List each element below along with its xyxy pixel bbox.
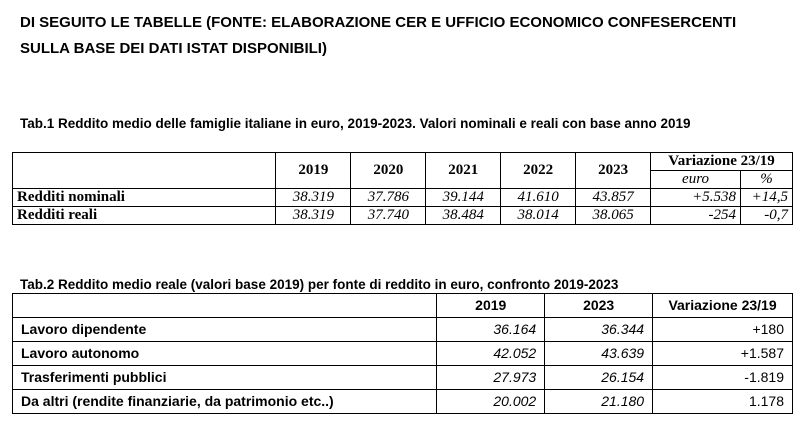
- cell-2023: 43.639: [545, 342, 653, 366]
- cell-variation-pct: -0,7: [740, 207, 792, 225]
- cell-variation-pct: +14,5: [740, 189, 792, 207]
- table-row: [13, 342, 793, 366]
- cell-2019: 36.164: [437, 318, 545, 342]
- cell-variation: +180: [653, 318, 793, 342]
- cell-value: 38.484: [426, 207, 501, 225]
- cell-variation-euro: -254: [651, 207, 741, 225]
- table1: [12, 152, 793, 225]
- cell-value: 38.065: [576, 207, 651, 225]
- table1-year-header: 2019: [276, 153, 351, 189]
- cell-2019: 42.052: [437, 342, 545, 366]
- table-row: [13, 318, 793, 342]
- table-row: [13, 207, 793, 225]
- cell-2019: 20.002: [437, 390, 545, 414]
- cell-2019: 27.973: [437, 366, 545, 390]
- cell-variation: +1.587: [653, 342, 793, 366]
- cell-value: 39.144: [426, 189, 501, 207]
- document-heading: [20, 10, 790, 62]
- table-row: [13, 366, 793, 390]
- cell-value: 37.786: [351, 189, 426, 207]
- table2-header-2023: 2023: [545, 294, 653, 318]
- table1-variation-euro-header: euro: [651, 171, 741, 189]
- row-label: Lavoro dipendente: [13, 318, 437, 342]
- table2-corner-cell: [13, 294, 437, 318]
- heading-line-2: SULLA BASE DEI DATI ISTAT DISPONIBILI): [20, 40, 327, 57]
- table1-variation-pct-header: %: [740, 171, 792, 189]
- table1-year-header: 2022: [501, 153, 576, 189]
- cell-value: 38.014: [501, 207, 576, 225]
- cell-value: 41.610: [501, 189, 576, 207]
- table1-corner-cell: [13, 153, 276, 189]
- row-label: Redditi reali: [13, 207, 276, 225]
- table-row: [13, 189, 793, 207]
- table1-year-header: 2021: [426, 153, 501, 189]
- row-label: Redditi nominali: [13, 189, 276, 207]
- table2-header-2019: 2019: [437, 294, 545, 318]
- cell-2023: 26.154: [545, 366, 653, 390]
- cell-variation-euro: +5.538: [651, 189, 741, 207]
- table-row: [13, 390, 793, 414]
- cell-variation: -1.819: [653, 366, 793, 390]
- table1-header-row: [13, 153, 793, 171]
- cell-2023: 21.180: [545, 390, 653, 414]
- cell-value: 38.319: [276, 189, 351, 207]
- table2-header-variation: Variazione 23/19: [653, 294, 793, 318]
- table1-year-header: 2020: [351, 153, 426, 189]
- cell-value: 43.857: [576, 189, 651, 207]
- table1-title: Tab.1 Reddito medio delle famiglie italiane in euro, 2019-2023. Valori nominali e reali con base anno 2019: [20, 116, 691, 131]
- table2-header-row: [13, 294, 793, 318]
- cell-value: 38.319: [276, 207, 351, 225]
- table2: [12, 293, 793, 414]
- cell-variation: 1.178: [653, 390, 793, 414]
- row-label: Da altri (rendite finanziarie, da patrimonio etc..): [13, 390, 437, 414]
- table1-year-header: 2023: [576, 153, 651, 189]
- heading-line-1: DI SEGUITO LE TABELLE (FONTE: ELABORAZIONE CER E UFFICIO ECONOMICO CONFESERCENTI: [20, 14, 737, 31]
- table1-variation-header: Variazione 23/19: [651, 153, 793, 171]
- cell-value: 37.740: [351, 207, 426, 225]
- cell-2023: 36.344: [545, 318, 653, 342]
- row-label: Trasferimenti pubblici: [13, 366, 437, 390]
- table2-title: Tab.2 Reddito medio reale (valori base 2019) per fonte di reddito in euro, confronto 2019-2023: [20, 277, 619, 292]
- row-label: Lavoro autonomo: [13, 342, 437, 366]
